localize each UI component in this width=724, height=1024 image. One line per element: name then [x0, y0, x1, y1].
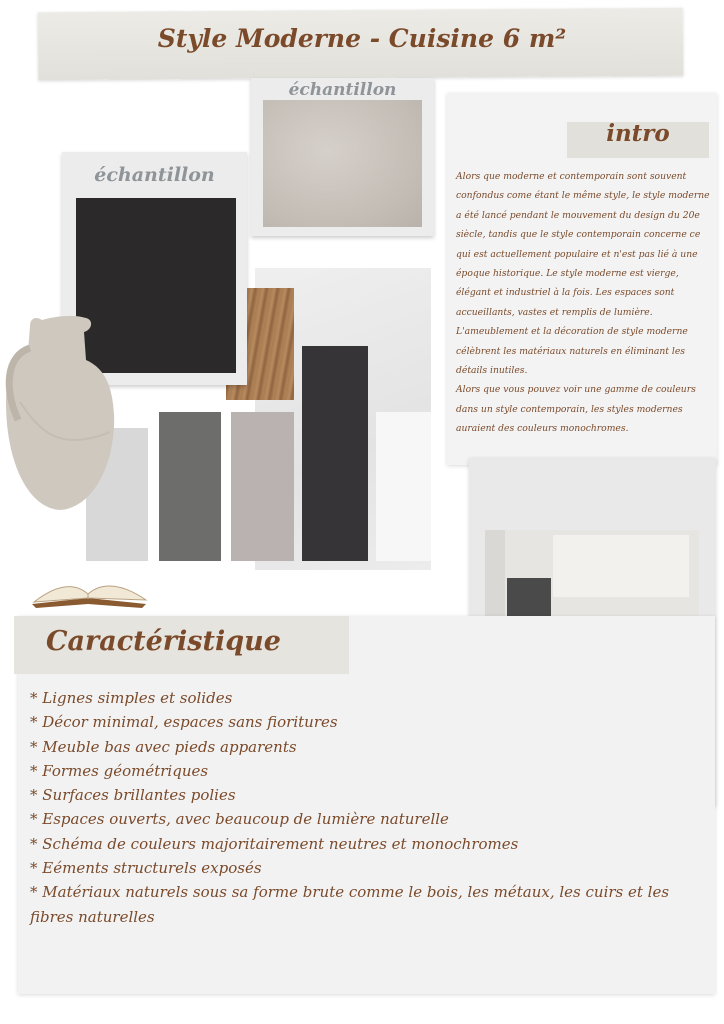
features-list	[30, 686, 710, 929]
list-item: * Eéments structurels exposés	[30, 859, 262, 878]
paint-swatch-white	[376, 412, 431, 561]
list-item: * Matériaux naturels sous sa forme brute comme le bois, les métaux, les cuirs et les fibres naturelles	[30, 883, 670, 926]
intro-title: intro	[606, 120, 670, 147]
paint-swatch-charcoal	[302, 346, 368, 561]
list-item: * Lignes simples et solides	[30, 689, 233, 707]
page-title: Style Moderne - Cuisine 6 m²	[157, 24, 567, 53]
list-item: * Décor minimal, espaces sans fioritures	[30, 713, 338, 732]
book-icon	[28, 574, 152, 610]
linen-swatch	[263, 100, 422, 227]
paint-swatch-greige	[231, 412, 294, 561]
linen-sample-card	[251, 78, 434, 236]
list-item: * Espaces ouverts, avec beaucoup de lumière naturelle	[30, 810, 449, 829]
list-item: * Meuble bas avec pieds apparents	[30, 737, 297, 756]
list-item: * Schéma de couleurs majoritairement neutres et monochromes	[30, 834, 519, 853]
paint-swatch-gray	[159, 412, 221, 561]
features-title: Caractéristique	[46, 626, 281, 657]
intro-body: Alors que moderne et contemporain sont souvent confondus come étant le même style, le style moderne a été lancé pendant le mouvement du design du 20e siècle, tandis que le style contemporain concerne ce qui est actuellement populaire et n'est pas lié à une époque historique. Le style moderne est vierge, élégant et industriel à la fois. Les espaces sont accueillants, vastes et remplis de lumière. L'ameublement et la décoration de style moderne célèbrent les matériaux naturels en éliminant les détails inutiles. Alors que vous pouvez voir une gamme de couleurs dans un style contemporain, les styles modernes auraient des couleurs monochromes.	[456, 171, 710, 435]
sample-label: échantillon	[94, 164, 215, 186]
list-item: * Surfaces brillantes polies	[30, 786, 236, 805]
jug-icon	[0, 312, 120, 517]
list-item: * Formes géométriques	[30, 761, 209, 780]
sample-label: échantillon	[288, 80, 397, 100]
